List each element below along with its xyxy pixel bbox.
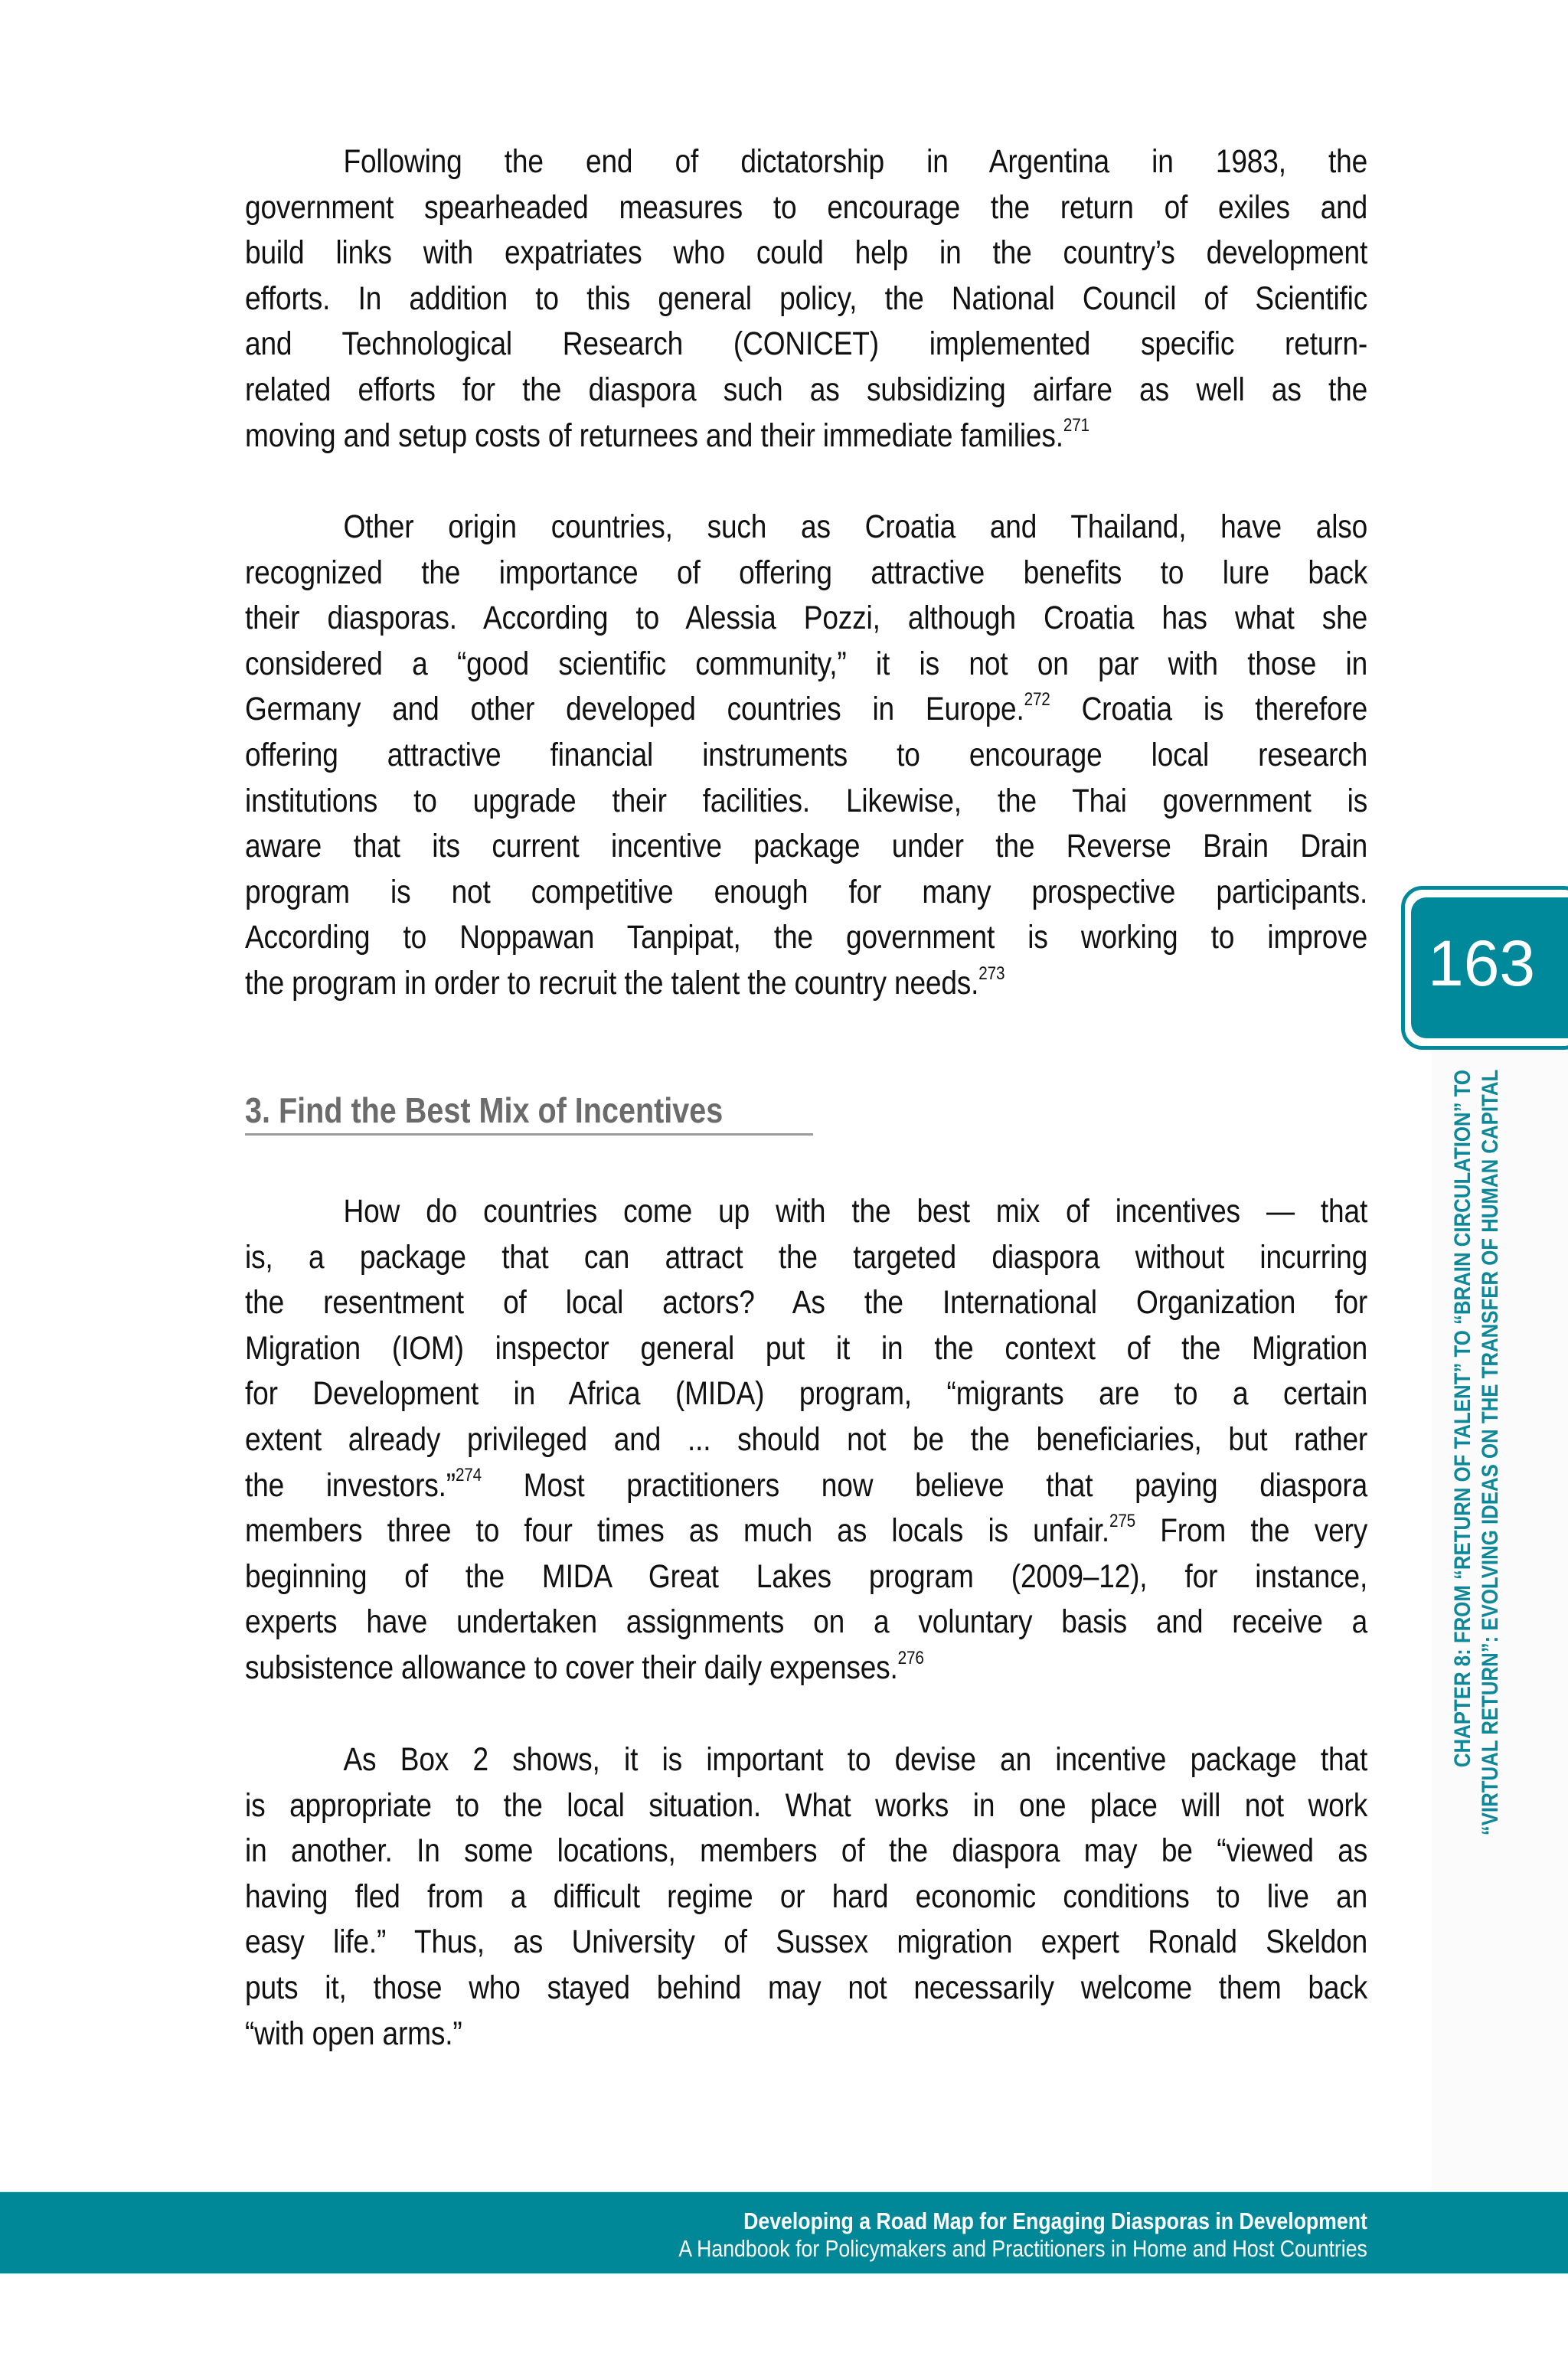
text-line: is appropriate to the local situation. What works in one place will not work [245, 1786, 1368, 1824]
footnote-ref[interactable]: 271 [1063, 415, 1089, 436]
text-line: Migration (IOM) inspector general put it in the context of the Migration [245, 1329, 1368, 1367]
text-line: offering attractive financial instruments to encourage local research [245, 736, 1368, 773]
text-line: subsistence allowance to cover their daily expenses.$^{276}$ [245, 1647, 924, 1686]
footer-text [567, 2208, 1367, 2263]
text-line: “with open arms.” [245, 2015, 462, 2052]
text-line: beginning of the MIDA Great Lakes program (2009–12), for instance, [245, 1557, 1368, 1595]
footer-book-subtitle: A Handbook for Policymakers and Practitioners in Home and Host Countries [678, 2235, 1367, 2262]
text-line: puts it, those who stayed behind may not necessarily welcome them back [245, 1969, 1368, 2006]
text-line: in another. In some locations, members of the diaspora may be “viewed as [245, 1832, 1368, 1870]
text-line: recognized the importance of offering attractive benefits to lure back [245, 554, 1368, 591]
paragraph-2 [245, 505, 1367, 1007]
text-line: institutions to upgrade their facilities. Likewise, the Thai government is [245, 782, 1368, 819]
text-line: having fled from a difficult regime or hard economic conditions to live an [245, 1877, 1368, 1915]
text-line: moving and setup costs of returnees and their immediate families.$^{271}$ [245, 415, 1089, 454]
text-line: Other origin countries, such as Croatia and Thailand, have also [343, 508, 1368, 545]
text-line: government spearheaded measures to encourage the return of exiles and [245, 188, 1368, 226]
footnote-ref[interactable]: 275 [1109, 1510, 1136, 1531]
text-line: experts have undertaken assignments on a voluntary basis and receive a [245, 1603, 1368, 1641]
text-line: is, a package that can attract the targeted diaspora without incurring [245, 1238, 1368, 1276]
text-line: build links with expatriates who could help in the country’s development [245, 234, 1368, 272]
text-line: As Box 2 shows, it is important to devise an incentive package that [343, 1741, 1368, 1778]
footer-band [0, 2191, 1568, 2274]
chapter-title-line-2: “VIRTUAL RETURN”: EVOLVING IDEAS ON THE TRANSFER OF HUMAN CAPITAL [1478, 1069, 1503, 1836]
text-line: the investors.”$^{274}$ Most practitioners now believe that paying diaspora [245, 1465, 1368, 1504]
page-number-badge [1401, 886, 1568, 1050]
chapter-title-vertical [1449, 1070, 1504, 1960]
footnote-ref[interactable]: 276 [897, 1647, 924, 1668]
footnote-ref[interactable]: 273 [978, 962, 1005, 984]
text-line: members three to four times as much as locals is unfair.$^{275}$ From the very [245, 1510, 1368, 1550]
text-line: efforts. In addition to this general policy, the National Council of Scientific [245, 279, 1368, 317]
text-line: considered a “good scientific community,” it is not on par with those in [245, 645, 1368, 682]
text-line: the resentment of local actors? As the International Organization for [245, 1284, 1368, 1322]
text-line: the program in order to recruit the talent the country needs.$^{273}$ [245, 962, 1005, 1002]
footnote-ref[interactable]: 274 [455, 1465, 482, 1486]
text-line: According to Noppawan Tanpipat, the government is working to improve [245, 919, 1368, 956]
text-line: for Development in Africa (MIDA) program, “migrants are to a certain [245, 1375, 1368, 1413]
page-number-badge-fill [1411, 897, 1568, 1038]
text-line: aware that its current incentive package under the Reverse Brain Drain [245, 828, 1368, 865]
chapter-title-line-1: CHAPTER 8: FROM “RETURN OF TALENT” TO “BRAIN CIRCULATION” TO [1450, 1070, 1475, 1768]
text-line: Following the end of dictatorship in Argentina in 1983, the [343, 143, 1368, 180]
section-heading: 3. Find the Best Mix of Incentives [245, 1090, 724, 1130]
heading-underline [245, 1133, 813, 1136]
page-number: 163 [1428, 927, 1536, 999]
text-line: easy life.” Thus, as University of Sussex migration expert Ronald Skeldon [245, 1923, 1368, 1961]
text-line: Germany and other developed countries in Europe.$^{272}$ Croatia is therefore [245, 689, 1368, 728]
text-line: related efforts for the diaspora such as subsidizing airfare as well as the [245, 371, 1368, 408]
text-line: their diasporas. According to Alessia Pozzi, although Croatia has what she [245, 600, 1368, 637]
text-line: and Technological Research (CONICET) implemented specific return- [245, 325, 1368, 363]
paragraph-3 [245, 1189, 1367, 1691]
text-line: How do countries come up with the best mix of incentives — that [343, 1193, 1368, 1230]
paragraph-4 [245, 1737, 1367, 2057]
paragraph-1 [245, 139, 1367, 459]
footnote-ref[interactable]: 272 [1024, 689, 1050, 711]
text-line: program is not competitive enough for many prospective participants. [245, 873, 1368, 910]
footer-book-title: Developing a Road Map for Engaging Diasporas in Development [743, 2208, 1367, 2234]
text-line: extent already privileged and ... should not be the beneficiaries, but rather [245, 1420, 1368, 1458]
